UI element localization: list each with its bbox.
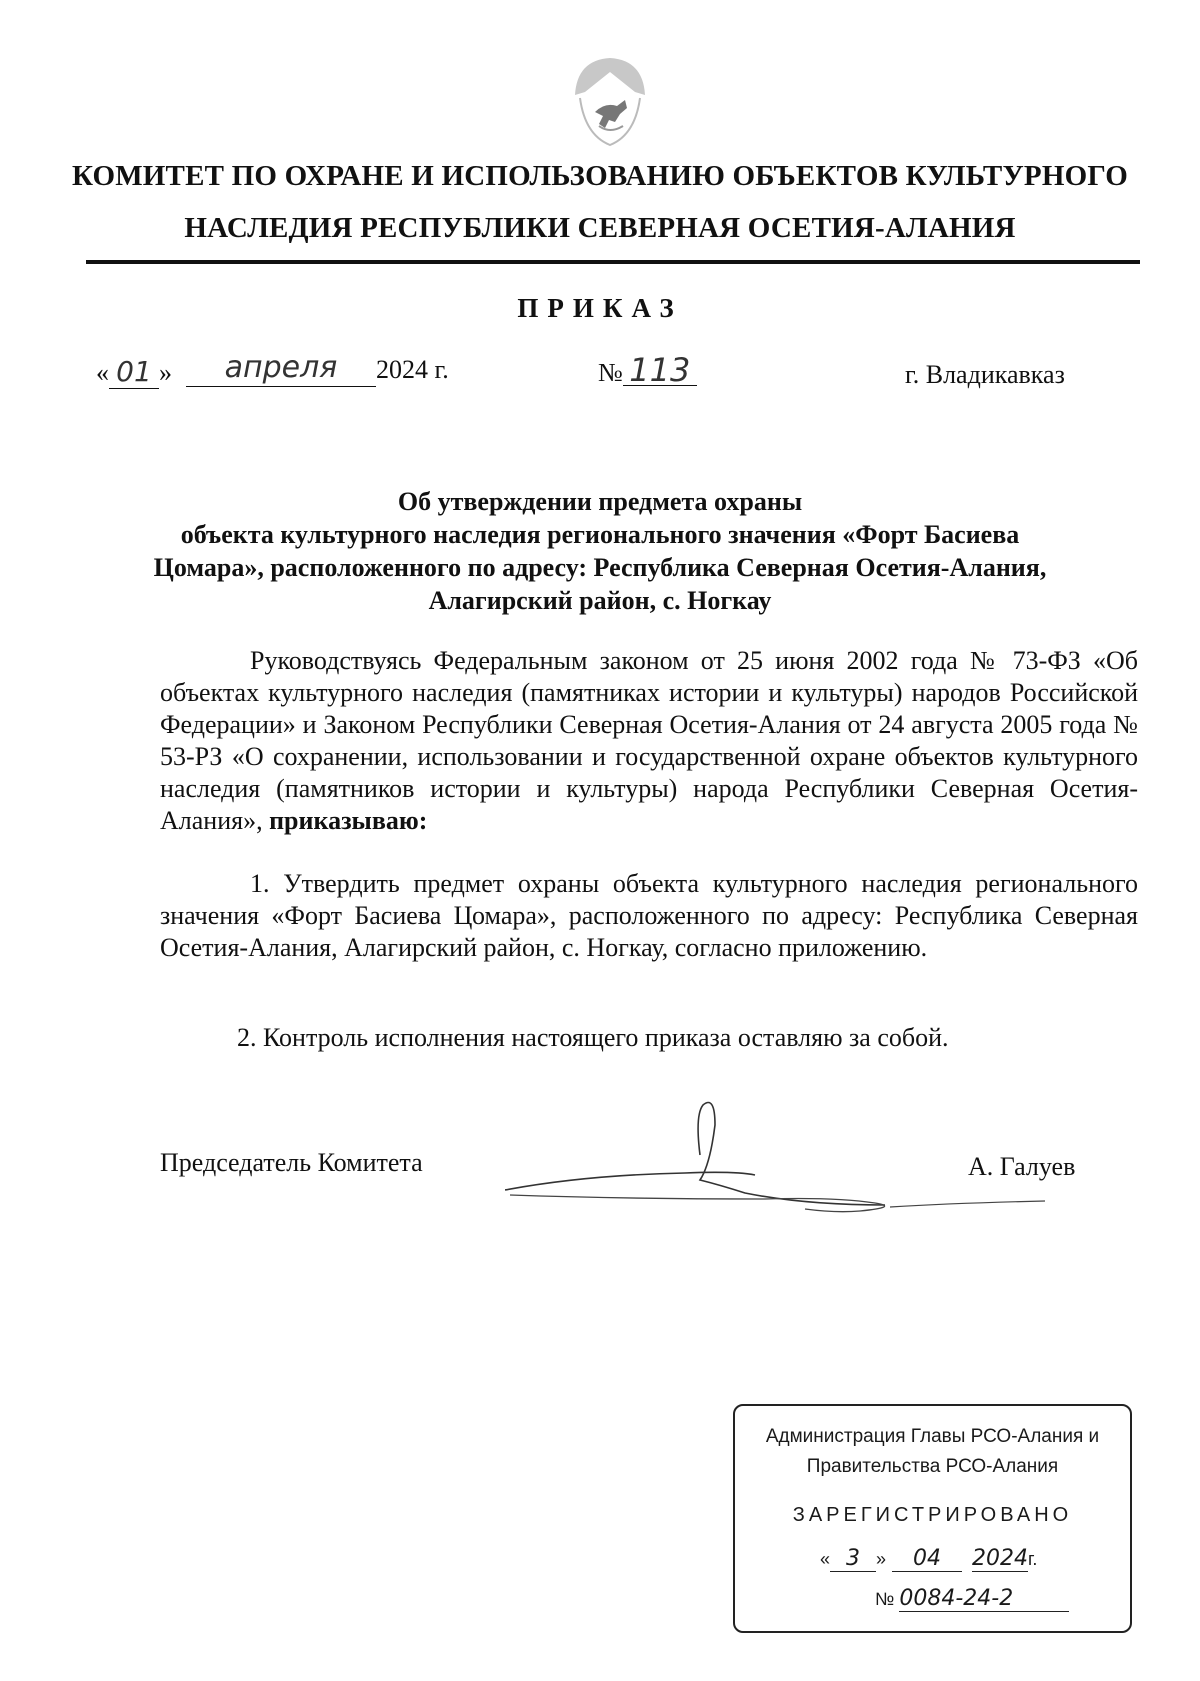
preamble-text: Руководствуясь Федеральным законом от 25 июня 2002 года № 73-ФЗ «Об объектах культурного наследия (памятниках истории и культуры) народов Российской Федерации» и Законом Республики Северная Осетия-Алания от 24 августа 2005 года № 53-РЗ «О сохранении, использовании и государственной охране объектов культурного наследия (памятников истории и культуры) народа Республики Северная Осетия-Алания», [160,646,1138,835]
paragraph-item-2: 2. Контроль исполнения настоящего приказа оставляю за собой. [237,1023,949,1052]
stamp-registration-number [875,1586,1069,1612]
paragraph-item-1: 1. Утвердить предмет охраны объекта культурного наследия регионального значения «Форт Басиева Цомара», расположенного по адресу: Республика Северная Осетия-Алания, Алагирский район, с. Ногкау, согласно приложению. [160,869,1138,962]
order-date-day [96,355,172,389]
quote-close: » [159,358,172,387]
stamp-date-year [972,1546,1037,1572]
order-date-year: 2024 г. [376,355,449,384]
order-subject [150,485,1050,617]
stamp-handwritten-year: 2024 [972,1546,1028,1571]
registration-stamp [733,1404,1132,1633]
handwritten-month: апреля [186,350,376,387]
order-city: г. Владикавказ [905,360,1065,389]
stamp-number-sign: № [875,1589,895,1609]
signatory-name: А. Галуев [968,1152,1076,1181]
stamp-year-suffix: г. [1028,1549,1038,1569]
coat-of-arms-icon [565,50,655,150]
document-type-title: ПРИКАЗ [517,293,683,323]
number-sign: № [598,358,623,387]
stamp-date-month [892,1546,962,1572]
quote-open: « [96,358,109,387]
organization-name-line2: НАСЛЕДИЯ РЕСПУБЛИКИ СЕВЕРНАЯ ОСЕТИЯ-АЛАНИЯ [184,212,1016,244]
stamp-date-day [820,1546,886,1572]
paragraph-preamble [160,645,1138,837]
handwritten-day: 01 [109,355,159,389]
stamp-handwritten-number: 0084-24-2 [899,1586,1069,1612]
subject-line2: объекта культурного наследия регионального значения «Форт Басиева Цомара», расположенного по адресу: Республика Северная Осетия-Алания, Алагирский район, с. Ногкау [153,520,1047,615]
stamp-line2: Правительства РСО-Алания [806,1456,1059,1477]
stamp-line1: Администрация Главы РСО-Алания и [765,1426,1100,1447]
order-number [598,351,697,389]
header-divider [86,260,1140,264]
stamp-quote-close: » [876,1549,887,1569]
organization-name-line1: КОМИТЕТ ПО ОХРАНЕ И ИСПОЛЬЗОВАНИЮ ОБЪЕКТОВ КУЛЬТУРНОГО [71,160,1129,192]
stamp-registered-label: ЗАРЕГИСТРИРОВАНО [792,1504,1073,1526]
stamp-handwritten-month: 04 [892,1546,962,1572]
preamble-directive: приказываю: [269,806,428,835]
subject-line1: Об утверждении предмета охраны [397,487,803,516]
signatory-position: Председатель Комитета [160,1148,423,1177]
stamp-quote-open: « [820,1549,831,1569]
stamp-handwritten-day: 3 [830,1546,876,1572]
handwritten-order-number: 113 [623,355,697,386]
